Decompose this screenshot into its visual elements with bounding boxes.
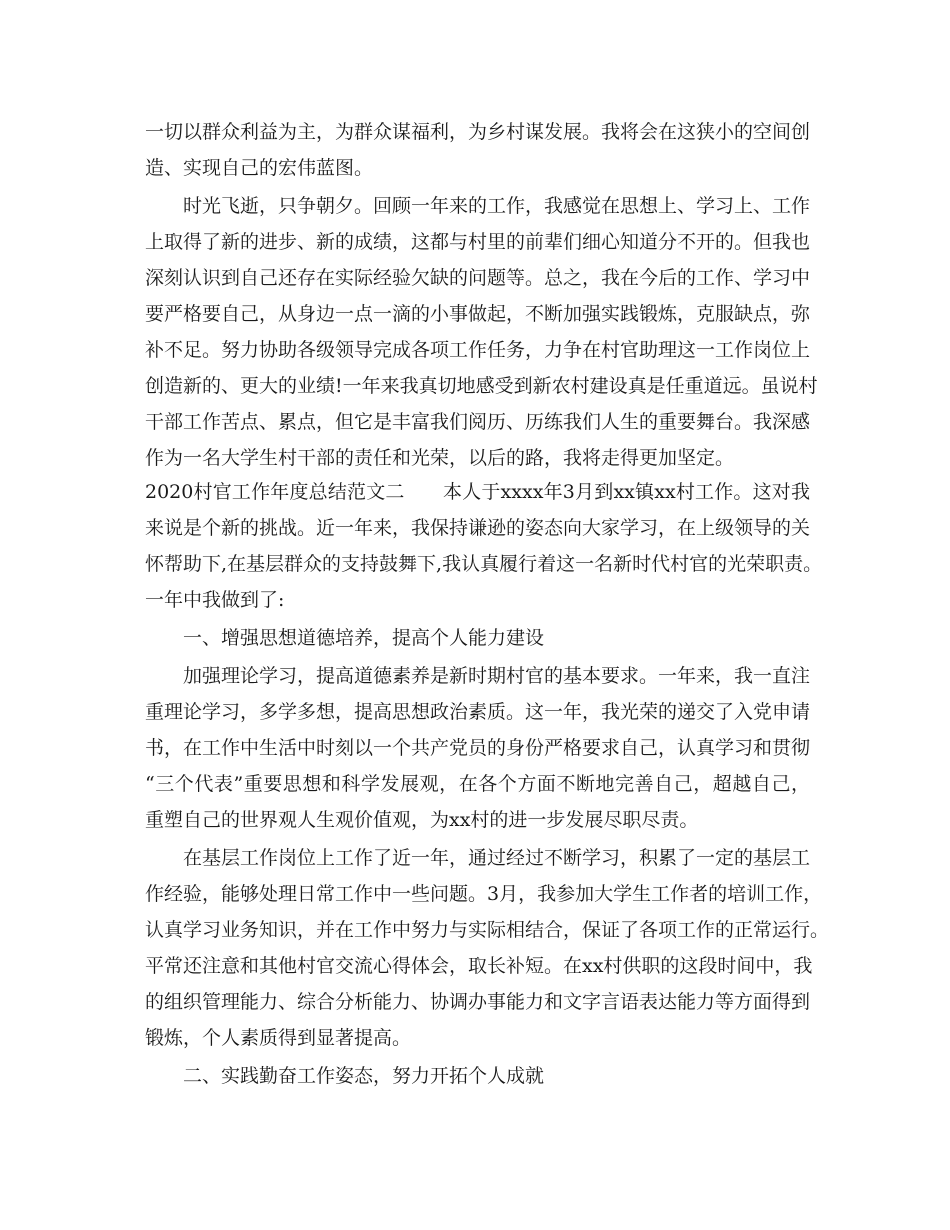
text-line: 来说是个新的挑战。近一年来，我保持谦逊的姿态向大家学习，在上级领导的关 [145, 517, 811, 539]
text-line: 怀帮助下,在基层群众的支持鼓舞下,我认真履行着这一名新时代村官的光荣职责。 [145, 553, 823, 575]
text-line: 平常还注意和其他村官交流心得体会，取长补短。在xx村供职的这段时间中，我 [145, 955, 813, 977]
text-line: 作经验，能够处理日常工作中一些问题。3月，我参加大学生工作者的培训工作， [145, 883, 823, 905]
text-line: 一切以群众利益为主，为群众谋福利，为乡村谋发展。我将会在这狭小的空间创 [145, 121, 811, 143]
text-line: 造、实现自己的宏伟蓝图。 [145, 157, 374, 179]
section-heading: 二、实践勤奋工作姿态，努力开拓个人成就 [183, 1065, 545, 1087]
text-line: 认真学习业务知识，并在工作中努力与实际相结合，保证了各项工作的正常运行。 [145, 919, 830, 941]
paragraph-first-line: 加强理论学习，提高道德素养是新时期村官的基本要求。一年来，我一直注 [183, 665, 811, 687]
section-heading: 一、增强思想道德培养，提高个人能力建设 [183, 627, 545, 649]
text-line: 重理论学习，多学多想，提高思想政治素质。这一年，我光荣的递交了入党申请 [145, 701, 811, 723]
text-line: 深刻认识到自己还存在实际经验欠缺的问题等。总之，我在今后的工作、学习中 [145, 267, 811, 289]
text-line: 一年中我做到了: [145, 589, 285, 611]
text-line: 要严格要自己，从身边一点一滴的小事做起，不断加强实践锻炼，克服缺点，弥 [145, 303, 811, 325]
text-line: 创造新的、更大的业绩!一年来我真切地感受到新农村建设真是任重道远。虽说村 [145, 375, 818, 397]
text-line: 作为一名大学生村干部的责任和光荣，以后的路，我将走得更加坚定。 [145, 447, 735, 469]
text-line: 上取得了新的进步、新的成绩，这都与村里的前辈们细心知道分不开的。但我也 [145, 231, 811, 253]
text-line: “三个代表”重要思想和科学发展观，在各个方面不断地完善自己，超越自己， [145, 773, 810, 795]
section-title-line: 2020村官工作年度总结范文二 本人于xxxx年3月到xx镇xx村工作。这对我 [145, 481, 810, 503]
text-line: 干部工作苦点、累点，但它是丰富我们阅历、历练我们人生的重要舞台。我深感 [145, 411, 811, 433]
paragraph-first-line: 时光飞逝，只争朝夕。回顾一年来的工作，我感觉在思想上、学习上、工作 [183, 195, 811, 217]
paragraph-first-line: 在基层工作岗位上工作了近一年，通过经过不断学习，积累了一定的基层工 [183, 847, 811, 869]
text-line: 补不足。努力协助各级领导完成各项工作任务，力争在村官助理这一工作岗位上 [145, 339, 811, 361]
text-line: 锻炼，个人素质得到显著提高。 [145, 1027, 412, 1049]
text-line: 的组织管理能力、综合分析能力、协调办事能力和文字言语表达能力等方面得到 [145, 991, 811, 1013]
text-line: 书，在工作中生活中时刻以一个共产党员的身份严格要求自己，认真学习和贯彻 [145, 737, 811, 759]
text-line: 重塑自己的世界观人生观价值观，为xx村的进一步发展尽职尽责。 [145, 809, 699, 831]
